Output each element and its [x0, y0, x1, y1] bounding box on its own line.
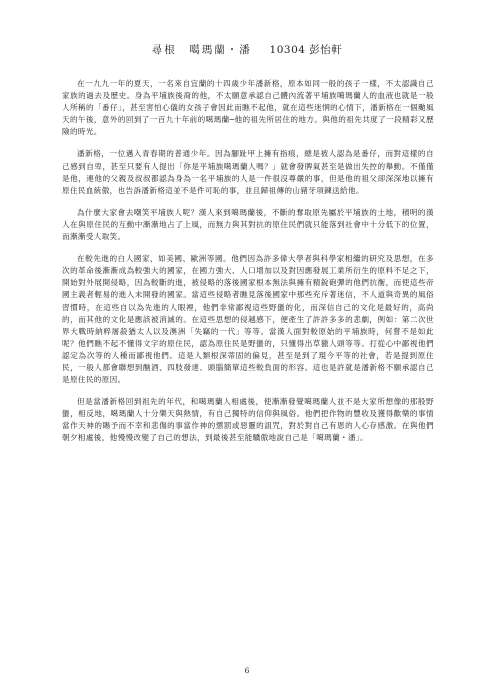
author-line: 10304 彭怡軒: [269, 44, 343, 56]
paragraph-4: 在較先進的白人國家，如美國、歐洲等國。他們因為許多偉大學者與科學家相繼的研究及思想，在多次的革命後漸漸成為較強大的國家，在國力強大、人口增加以及對因應發展工業所衍生的原料不足之下，開始對外展開侵略，因為較斷的進，被侵略的落後國家根本無法與擁有精銳砲彈的他們抗衡，而使這些帝國主義者輕易的進入未開發的國家。當這些侵略者瞧見落後國家中那些充斥著迷信，不人道與奇異的風俗習慣時，在這些自以為先進的人眼裡，他們非常鄙視這些野蠻的化，而深信自己的文化是最好的，高尚的，而其他的文化是應該被消滅的。在這些思想的侵越感下，便產生了許許多多的悲劇，例如：第二次世界大戰時納粹屠殺猶太人以及澳洲「失竊的一代」等等。當漢人面對較原始的平埔族時，何嘗不是如此呢？他們瞧不起不懂得文字的原住民，認為原住民是野蠻的，只懂得出草獵人頭等等。打從心中鄙視他們認定為次等的人種而鄙視他們。這是人類根深蒂固的偏見，甚至是到了現今平等的社會，若是提到原住民，一般人都會聯想到酗酒、四肢發達、頭腦簡單這些較負面的形容。這也是許就是潘新格不願承認自己是原住民的原因。: [62, 254, 434, 385]
page-number: 6: [244, 666, 250, 675]
page-header: [0, 42, 494, 57]
paragraph-3: 為什麼大家會去嘲笑平埔族人呢？漢人來到噶瑪蘭後，不斷的奪取原先屬於平埔族的土地，積明的漢人在與原住民的互動中漸漸地占了上風，而無力與其對抗的原住民們就只能落到社會中十分低下的位置，而漸漸受人取笑。: [62, 207, 434, 242]
essay-title: 尋根 噶瑪蘭・潘: [151, 44, 252, 56]
paragraph-5: 但是當潘新格回到祖先的年代，和噶瑪蘭人相處後，使漸漸發覺噶瑪蘭人並不是大家所想像的那般野蠻，相反地，噶瑪蘭人十分樂天與熱情，有自己獨特的信仰與風俗。他們把作物的豐收及獲得歡樂的事情當作天神的賜予而不幸和悲傷的事當作神的懲罰或惡靈的詛咒，對於對自己有恩的人心存感激。在與他們朝夕相處後，他慢慢改變了自己的想法，到最後甚至能驕傲地說自己是「噶瑪蘭・潘」。: [62, 397, 434, 443]
essay-body: [62, 78, 434, 455]
paragraph-2: 潘新格，一位邁入青春期的普通少年。因為腳趾甲上擁有指痕，總是被人認為是番仔，而對這樣的自己感到自卑，甚至只要有人提出「你是平埔族噶瑪蘭人嗎？」就會發脾氣甚至是做出失控的舉動。不僅僅是他，連他的父親及叔叔都認為身為一名平埔族的人是一件很沒尊嚴的事，但是他的祖父卻深深地以擁有原住民血統傲，也告訴潘新格這並不是件可恥的事，並且歸祖傳的山豬牙項鍊送給他。: [62, 149, 434, 195]
paragraph-1: 在一九九一年的夏天，一名來自宜蘭的十四歲少年潘新格，原本如同一般的孩子一樣，不太認識自己家族的過去及歷史。身為平埔族後裔的他，不太願意承認自己體內流著平埔族噶瑪蘭人的血液也就是一般人所稱的「番仔」，甚至害怕心儀的女孩子會因此而瞧不起他，就在這些迷惘的心情下，潘新格在一個颱風天的午後，意外的回到了一百九十年前的噶瑪蘭─他的祖先所居住的地方。與他的祖先共度了一段精彩又歷險的時光。: [62, 79, 434, 137]
